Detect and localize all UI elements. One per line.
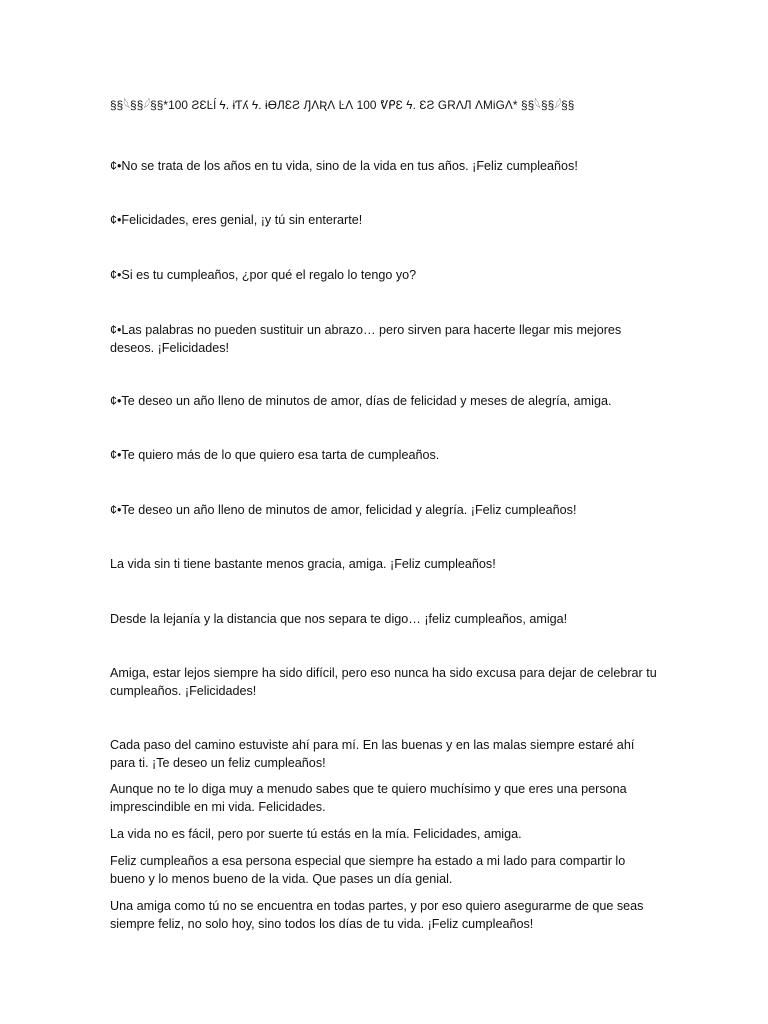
paragraph-4: ¢•Las palabras no pueden sustituir un abrazo… pero sirven para hacerte llegar mis mejores deseos. ¡Felicidades! [110, 323, 622, 355]
paragraph-11: Cada paso del camino estuviste ahí para mí. En las buenas y en las malas siempre estaré ahí para ti. ¡Te deseo un feliz cumpleaños! [110, 738, 635, 770]
paragraph-1: ¢•No se trata de los años en tu vida, sino de la vida en tus años. ¡Feliz cumpleaños! [110, 159, 578, 173]
paragraph-9: Desde la lejanía y la distancia que nos separa te digo… ¡feliz cumpleaños, amiga! [110, 612, 568, 626]
paragraph-6: ¢•Te quiero más de lo que quiero esa tarta de cumpleaños. [110, 448, 440, 462]
paragraph-8: La vida sin ti tiene bastante menos gracia, amiga. ¡Feliz cumpleaños! [110, 557, 496, 571]
paragraph-14: Feliz cumpleaños a esa persona especial que siempre ha estado a mi lado para compartir lo bueno y lo menos bueno de la vida. Que pases un día genial. [110, 854, 626, 886]
paragraph-5: ¢•Te deseo un año lleno de minutos de amor, días de felicidad y meses de alegría, amiga. [110, 394, 612, 408]
paragraph-15: Una amiga como tú no se encuentra en todas partes, y por eso quiero asegurarme de que seas siempre feliz, no solo hoy, sino todos los días de tu vida. ¡Feliz cumpleaños! [110, 899, 644, 931]
paragraph-7: ¢•Te deseo un año lleno de minutos de amor, felicidad y alegría. ¡Feliz cumpleaños! [110, 503, 577, 517]
paragraph-13: La vida no es fácil, pero por suerte tú estás en la mía. Felicidades, amiga. [110, 827, 522, 841]
paragraph-10: Amiga, estar lejos siempre ha sido difícil, pero eso nunca ha sido excusa para dejar de celebrar tu cumpleaños. ¡Felicidades! [110, 666, 657, 698]
paragraph-12: Aunque no te lo diga muy a menudo sabes que te quiero muchísimo y que eres una persona imprescindible en mi vida. Felicidades. [110, 782, 627, 814]
document-title: §§𓆩§§𓆪§§*100 ƧƐĿĺ ϟ. ɨƬʎ ϟ. ɨϴЛƐƧ ԒɅƦɅ ĿɅ 100 ᕓᑭƐ ϟ. ƐƧ GRɅЛ ɅMiGɅ* §§𓆩§§𓆪§§ [110, 98, 575, 112]
paragraph-3: ¢•Si es tu cumpleaños, ¿por qué el regalo lo tengo yo? [110, 268, 417, 282]
paragraph-2: ¢•Felicidades, eres genial, ¡y tú sin enterarte! [110, 213, 363, 227]
